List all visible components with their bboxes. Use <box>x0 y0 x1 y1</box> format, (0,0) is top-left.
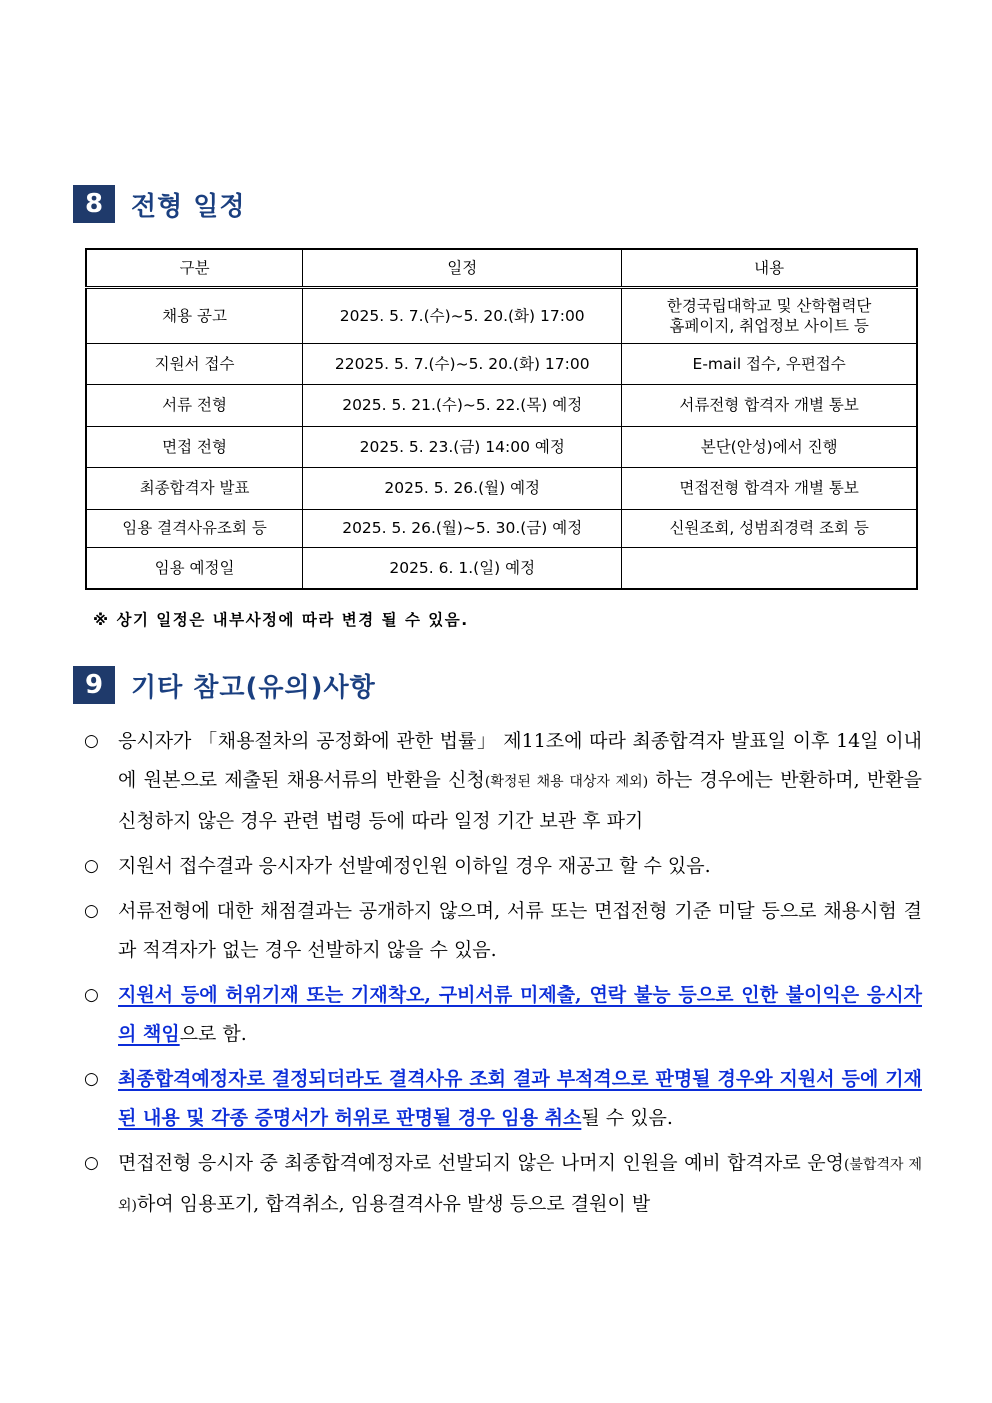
table-row <box>86 468 917 510</box>
cell-content-line: 홈페이지, 취업정보 사이트 등 <box>669 317 869 335</box>
column-header: 내용 <box>622 249 917 288</box>
bullet-icon: ○ <box>84 985 99 1005</box>
table-row <box>86 288 917 344</box>
list-item <box>84 1144 922 1226</box>
bullet-icon: ○ <box>84 1069 99 1089</box>
item-text: 응시자가 「채용절차의 공정화에 관한 법률」 제11조에 따라 최종합격자 발표일 이후 14일 이내에 원본으로 제출된 채용서류의 반환을 신청 <box>118 730 922 791</box>
item-small-text: (확정된 채용 대상자 제외) <box>484 774 649 790</box>
section-title: 전형 일정 <box>131 191 246 222</box>
cell-content: 본단(안성)에서 진행 <box>622 427 917 468</box>
table-row <box>86 427 917 468</box>
item-text: 하여 임용포기, 합격취소, 임용결격사유 발생 등으로 결원이 발 <box>137 1193 651 1215</box>
list-item <box>84 892 922 970</box>
item-highlight-text: 지원서 등에 허위기재 또는 기재착오, 구비서류 미제출, 연락 불능 등으로 인한 불이익은 응시자의 책임 <box>118 984 922 1045</box>
list-item <box>84 847 922 886</box>
item-text: 으로 함. <box>179 1023 247 1045</box>
cell-content: 면접전형 합격자 개별 통보 <box>622 468 917 510</box>
item-highlight-text: 최종합격예정자로 결정되더라도 결격사유 조회 결과 부적격으로 판명될 경우와 지원서 등에 기재된 내용 및 각종 증명서가 허위로 판명될 경우 임용 취소 <box>118 1068 922 1129</box>
cell-schedule: 22025. 5. 7.(수)~5. 20.(화) 17:00 <box>303 344 622 385</box>
bullet-icon: ○ <box>84 901 99 921</box>
section-number-badge: 9 <box>73 666 115 704</box>
schedule-note: ※ 상기 일정은 내부사정에 따라 변경 될 수 있음. <box>93 611 469 629</box>
column-header: 일정 <box>303 249 622 288</box>
table-header-row <box>86 249 917 288</box>
list-item <box>84 722 922 841</box>
cell-content: 서류전형 합격자 개별 통보 <box>622 385 917 427</box>
cell-content <box>622 288 917 344</box>
cell-category: 임용 결격사유조회 등 <box>86 510 303 548</box>
cell-content-line: 한경국립대학교 및 산학협력단 <box>666 296 872 315</box>
cell-content: 신원조회, 성범죄경력 조회 등 <box>622 510 917 548</box>
cell-category: 최종합격자 발표 <box>86 468 303 510</box>
list-item <box>84 976 922 1054</box>
bullet-icon: ○ <box>84 1153 99 1173</box>
item-text: 될 수 있음. <box>581 1107 673 1129</box>
cell-category: 서류 전형 <box>86 385 303 427</box>
item-text: 서류전형에 대한 채점결과는 공개하지 않으며, 서류 또는 면접전형 기준 미달 등으로 채용시험 결과 적격자가 없는 경우 선발하지 않을 수 있음. <box>118 900 922 961</box>
schedule-table <box>85 248 918 590</box>
column-header: 구분 <box>86 249 303 288</box>
section-8-heading <box>73 184 246 224</box>
cell-category: 임용 예정일 <box>86 548 303 589</box>
bullet-icon: ○ <box>84 856 99 876</box>
section-title: 기타 참고(유의)사항 <box>131 672 376 703</box>
item-small-text: (불합격자 제외) <box>118 1157 922 1214</box>
cell-category: 채용 공고 <box>86 288 303 344</box>
table-row <box>86 385 917 427</box>
cell-category: 지원서 접수 <box>86 344 303 385</box>
item-text: 면접전형 응시자 중 최종합격예정자로 선발되지 않은 나머지 인원을 예비 합격자로 운영 <box>118 1152 844 1174</box>
cell-schedule: 2025. 5. 21.(수)~5. 22.(목) 예정 <box>303 385 622 427</box>
table-row <box>86 510 917 548</box>
cell-content: E-mail 접수, 우편접수 <box>622 344 917 385</box>
item-text: 하는 경우에는 반환하며, 반환을 신청하지 않은 경우 관련 법령 등에 따라 일정 기간 보관 후 파기 <box>118 769 923 832</box>
cell-schedule: 2025. 5. 26.(월) 예정 <box>303 468 622 510</box>
cell-content <box>622 548 917 589</box>
cell-schedule: 2025. 5. 26.(월)~5. 30.(금) 예정 <box>303 510 622 548</box>
item-text: 지원서 접수결과 응시자가 선발예정인원 이하일 경우 재공고 할 수 있음. <box>118 855 711 877</box>
notes-list <box>84 722 922 1232</box>
cell-schedule: 2025. 5. 7.(수)~5. 20.(화) 17:00 <box>303 288 622 344</box>
cell-schedule: 2025. 5. 23.(금) 14:00 예정 <box>303 427 622 468</box>
table-row <box>86 548 917 589</box>
list-item <box>84 1060 922 1138</box>
cell-schedule: 2025. 6. 1.(일) 예정 <box>303 548 622 589</box>
bullet-icon: ○ <box>84 731 99 751</box>
section-9-heading <box>73 665 376 705</box>
section-number-badge: 8 <box>73 185 115 223</box>
cell-category: 면접 전형 <box>86 427 303 468</box>
table-row <box>86 344 917 385</box>
